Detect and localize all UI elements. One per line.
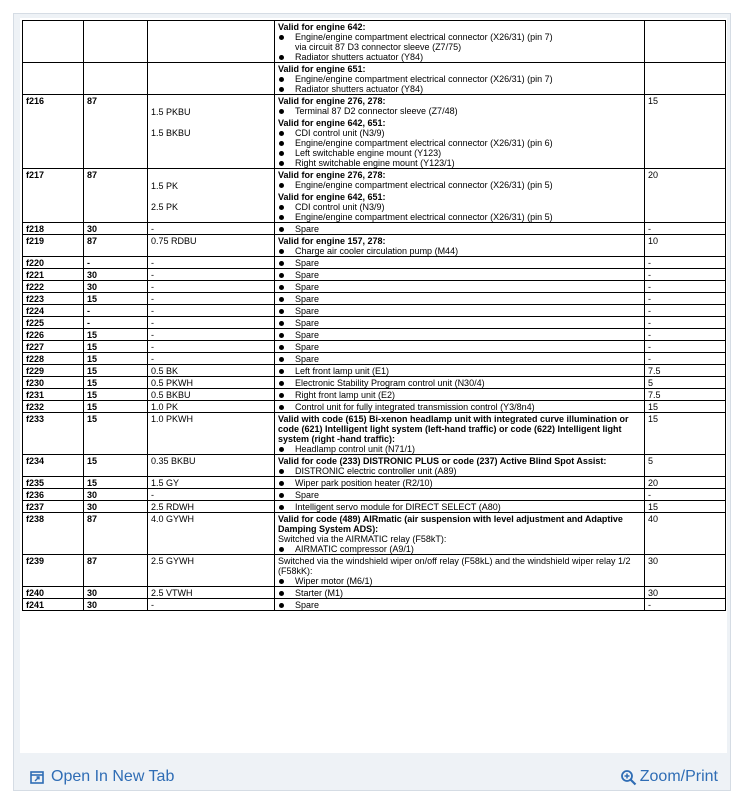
consumer-item: Spare [278,342,642,352]
consumer-cell [275,95,645,169]
terminal-cell [84,63,148,95]
fuse-number-cell: f239 [23,555,84,587]
fuse-rating-cell: 10 [645,235,726,257]
validity-block [278,170,642,190]
fuse-rating-cell: - [645,257,726,269]
viewer-footer [14,762,730,790]
validity-block [278,64,642,94]
validity-block [278,556,642,586]
fuse-rating-cell: - [645,305,726,317]
terminal-cell: 15 [84,377,148,389]
consumer-item: Spare [278,294,642,304]
consumer-item: Control unit for fully integrated transmission control (Y3/8n4) [278,402,642,412]
table-row [23,95,726,169]
wire-cell: - [148,317,275,329]
consumer-item: CDI control unit (N3/9) [278,128,642,138]
validity-heading: Valid for engine 651: [278,64,366,74]
consumer-item: Wiper park position heater (R2/10) [278,478,642,488]
fuse-rating-cell: - [645,269,726,281]
fuse-rating-cell: 15 [645,501,726,513]
wire-cell: 2.5 RDWH [148,501,275,513]
wire-cell: 1.5 GY [148,477,275,489]
fuse-number-cell [23,63,84,95]
consumer-item: Spare [278,306,642,316]
validity-heading: Valid for engine 642, 651: [278,192,386,202]
open-in-new-tab-icon [30,770,45,785]
wire-cell: - [148,489,275,501]
wire-cell: - [148,353,275,365]
table-row [23,257,726,269]
fuse-number-cell: f231 [23,389,84,401]
consumer-item: Engine/engine compartment electrical connector (X26/31) (pin 6) [278,138,642,148]
wire-cell: 4.0 GYWH [148,513,275,555]
validity-block [278,192,642,222]
fuse-rating-cell: - [645,599,726,611]
table-row [23,377,726,389]
terminal-cell: - [84,305,148,317]
consumer-item: DISTRONIC electric controller unit (A89) [278,466,642,476]
table-row [23,329,726,341]
table-row [23,317,726,329]
consumer-cell [275,293,645,305]
terminal-cell: 15 [84,353,148,365]
terminal-cell: 15 [84,293,148,305]
fuse-rating-cell: 7.5 [645,365,726,377]
table-row [23,587,726,599]
open-in-new-tab-link[interactable] [30,766,174,788]
terminal-cell: 30 [84,501,148,513]
fuse-number-cell: f223 [23,293,84,305]
consumer-item: CDI control unit (N3/9) [278,202,642,212]
wire-cell: - [148,341,275,353]
table-row [23,341,726,353]
consumer-cell [275,477,645,489]
terminal-cell: 87 [84,95,148,169]
fuse-rating-cell [645,63,726,95]
open-in-new-tab-label: Open In New Tab [51,768,175,785]
table-row [23,353,726,365]
validity-block [278,514,642,554]
wire-spacer [151,191,272,202]
fuse-number-cell: f234 [23,455,84,477]
wire-color-label: 1.5 PK [151,181,179,191]
fuse-number-cell: f228 [23,353,84,365]
fuse-number-cell: f225 [23,317,84,329]
fuse-rating-cell: - [645,223,726,235]
fuse-rating-cell [645,21,726,63]
fuse-number-cell: f226 [23,329,84,341]
table-row [23,235,726,257]
wire-cell: - [148,223,275,235]
wire-color-label: 1.5 PKBU [151,107,191,117]
wire-cell: 1.0 PK [148,401,275,413]
fuse-rating-cell: 30 [645,587,726,599]
wire-cell [148,21,275,63]
validity-heading: Valid for engine 276, 278: [278,170,386,180]
consumer-cell [275,305,645,317]
table-row [23,513,726,555]
consumer-cell [275,269,645,281]
switching-note: Switched via the windshield wiper on/off relay (F58kL) and the windshield wiper relay 1/2 (F58kK): [278,556,631,576]
consumer-cell [275,587,645,599]
consumer-item: Spare [278,490,642,500]
consumer-item: Engine/engine compartment electrical connector (X26/31) (pin 7) [278,32,642,42]
fuse-rating-cell: 5 [645,377,726,389]
fuse-number-cell: f235 [23,477,84,489]
terminal-cell: 30 [84,599,148,611]
fuse-table-image [20,18,727,753]
validity-block [278,118,642,168]
wire-cell: - [148,293,275,305]
switching-note: Switched via the AIRMATIC relay (F58kT): [278,534,447,544]
table-row [23,413,726,455]
terminal-cell: - [84,257,148,269]
fuse-table [22,20,726,611]
terminal-cell: 30 [84,269,148,281]
table-row [23,401,726,413]
fuse-number-cell: f241 [23,599,84,611]
consumer-continuation: via circuit 87 D3 connector sleeve (Z7/75) [295,42,462,52]
consumer-item: Spare [278,330,642,340]
terminal-cell: 15 [84,413,148,455]
terminal-cell: 30 [84,587,148,599]
consumer-cell [275,489,645,501]
validity-heading: Valid with code (615) Bi-xenon headlamp unit with integrated curve illumination or code (621) Intelligent light system (left-hand traffic) or code (622) Intelligent light system (right -hand traffic): [278,414,629,444]
table-row [23,281,726,293]
table-row [23,63,726,95]
wire-cell: 0.75 RDBU [148,235,275,257]
document-viewer [13,13,731,791]
wire-cell: 2.5 GYWH [148,555,275,587]
fuse-number-cell: f232 [23,401,84,413]
terminal-cell: 30 [84,223,148,235]
fuse-number-cell: f217 [23,169,84,223]
wire-cell: - [148,269,275,281]
wire-cell: - [148,305,275,317]
consumer-cell [275,365,645,377]
validity-heading: Valid for engine 642: [278,22,366,32]
validity-block [278,236,642,256]
consumer-cell [275,235,645,257]
consumer-cell [275,329,645,341]
terminal-cell: 15 [84,329,148,341]
consumer-cell [275,599,645,611]
table-row [23,293,726,305]
fuse-rating-cell: - [645,489,726,501]
wire-cell: - [148,599,275,611]
terminal-cell: 30 [84,281,148,293]
validity-block [278,96,642,116]
terminal-cell: - [84,317,148,329]
consumer-item: Spare [278,600,642,610]
fuse-number-cell: f233 [23,413,84,455]
wire-cell [148,169,275,223]
wire-cell: - [148,281,275,293]
table-row [23,599,726,611]
fuse-rating-cell: 7.5 [645,389,726,401]
consumer-item: Spare [278,258,642,268]
fuse-rating-cell: - [645,329,726,341]
consumer-item: Spare [278,354,642,364]
fuse-number-cell: f229 [23,365,84,377]
consumer-item: Wiper motor (M6/1) [278,576,642,586]
consumer-item: Spare [278,318,642,328]
fuse-number-cell: f230 [23,377,84,389]
table-row [23,477,726,489]
validity-heading: Valid for engine 276, 278: [278,96,386,106]
consumer-cell [275,169,645,223]
terminal-cell: 15 [84,365,148,377]
fuse-rating-cell: 5 [645,455,726,477]
validity-block [278,414,642,454]
fuse-number-cell: f237 [23,501,84,513]
terminal-cell: 87 [84,169,148,223]
magnifier-plus-icon [620,769,637,786]
consumer-item: Left front lamp unit (E1) [278,366,642,376]
consumer-cell [275,281,645,293]
consumer-item: Spare [278,270,642,280]
table-row [23,305,726,317]
consumer-item: Right front lamp unit (E2) [278,390,642,400]
fuse-number-cell: f218 [23,223,84,235]
consumer-item: Charge air cooler circulation pump (M44) [278,246,642,256]
consumer-cell [275,341,645,353]
fuse-rating-cell: 40 [645,513,726,555]
table-row [23,555,726,587]
consumer-cell [275,513,645,555]
fuse-number-cell: f221 [23,269,84,281]
table-row [23,489,726,501]
consumer-item: Intelligent servo module for DIRECT SELECT (A80) [278,502,642,512]
table-row [23,365,726,377]
wire-cell: 0.35 BKBU [148,455,275,477]
fuse-rating-cell: - [645,353,726,365]
fuse-rating-cell: 20 [645,477,726,489]
validity-heading: Valid for engine 157, 278: [278,236,386,246]
consumer-cell [275,389,645,401]
consumer-item: Spare [278,224,642,234]
consumer-item: Radiator shutters actuator (Y84) [278,84,642,94]
fuse-number-cell: f224 [23,305,84,317]
wire-spacer [151,170,272,181]
terminal-cell: 87 [84,235,148,257]
table-row [23,169,726,223]
wire-color-label: 1.5 BKBU [151,128,191,138]
wire-cell [148,63,275,95]
consumer-item: Engine/engine compartment electrical connector (X26/31) (pin 5) [278,180,642,190]
table-row [23,455,726,477]
wire-cell: 0.5 BKBU [148,389,275,401]
table-row [23,389,726,401]
wire-cell: 1.0 PKWH [148,413,275,455]
validity-heading: Valid for engine 642, 651: [278,118,386,128]
terminal-cell: 87 [84,555,148,587]
fuse-rating-cell: 15 [645,413,726,455]
fuse-number-cell: f238 [23,513,84,555]
consumer-item: AIRMATIC compressor (A9/1) [278,544,642,554]
consumer-item: Terminal 87 D2 connector sleeve (Z7/48) [278,106,642,116]
wire-cell: - [148,257,275,269]
wire-cell: 0.5 PKWH [148,377,275,389]
consumer-cell [275,413,645,455]
terminal-cell: 87 [84,513,148,555]
validity-heading: Valid for code (489) AIRmatic (air suspension with level adjustment and Adaptive Damping System ADS): [278,514,623,534]
consumer-item: Radiator shutters actuator (Y84) [278,52,642,62]
consumer-cell [275,317,645,329]
fuse-number-cell: f216 [23,95,84,169]
fuse-number-cell: f219 [23,235,84,257]
consumer-item: Engine/engine compartment electrical connector (X26/31) (pin 7) [278,74,642,84]
terminal-cell: 15 [84,341,148,353]
consumer-item: Headlamp control unit (N71/1) [278,444,642,454]
fuse-rating-cell: 15 [645,95,726,169]
wire-spacer [151,96,272,107]
consumer-cell [275,377,645,389]
fuse-number-cell: f222 [23,281,84,293]
table-row [23,501,726,513]
wire-spacer [151,117,272,128]
wire-cell: - [148,329,275,341]
fuse-rating-cell: 15 [645,401,726,413]
consumer-item: Left switchable engine mount (Y123) [278,148,642,158]
terminal-cell: 15 [84,477,148,489]
wire-color-label: 2.5 PK [151,202,179,212]
terminal-cell: 15 [84,389,148,401]
consumer-cell [275,401,645,413]
consumer-item: Engine/engine compartment electrical connector (X26/31) (pin 5) [278,212,642,222]
table-row [23,223,726,235]
fuse-number-cell [23,21,84,63]
wire-cell: 0.5 BK [148,365,275,377]
consumer-cell [275,223,645,235]
consumer-cell [275,63,645,95]
consumer-cell [275,555,645,587]
consumer-item: Right switchable engine mount (Y123/1) [278,158,642,168]
table-row [23,269,726,281]
validity-heading: Valid for code (233) DISTRONIC PLUS or code (237) Active Blind Spot Assist: [278,456,607,466]
validity-block [278,22,642,62]
consumer-item: Starter (M1) [278,588,642,598]
zoom-print-label: Zoom/Print [639,768,718,785]
consumer-item: Electronic Stability Program control unit (N30/4) [278,378,642,388]
fuse-number-cell: f227 [23,341,84,353]
fuse-rating-cell: 30 [645,555,726,587]
fuse-rating-cell: 20 [645,169,726,223]
fuse-number-cell: f240 [23,587,84,599]
terminal-cell [84,21,148,63]
consumer-cell [275,501,645,513]
fuse-number-cell: f236 [23,489,84,501]
consumer-cell [275,21,645,63]
consumer-cell [275,455,645,477]
consumer-item: Spare [278,282,642,292]
validity-block [278,456,642,476]
consumer-cell [275,353,645,365]
zoom-print-link[interactable] [620,766,718,788]
fuse-rating-cell: - [645,281,726,293]
wire-cell [148,95,275,169]
terminal-cell: 30 [84,489,148,501]
terminal-cell: 15 [84,401,148,413]
table-row [23,21,726,63]
consumer-cell [275,257,645,269]
fuse-rating-cell: - [645,341,726,353]
terminal-cell: 15 [84,455,148,477]
fuse-rating-cell: - [645,293,726,305]
fuse-number-cell: f220 [23,257,84,269]
fuse-rating-cell: - [645,317,726,329]
wire-cell: 2.5 VTWH [148,587,275,599]
